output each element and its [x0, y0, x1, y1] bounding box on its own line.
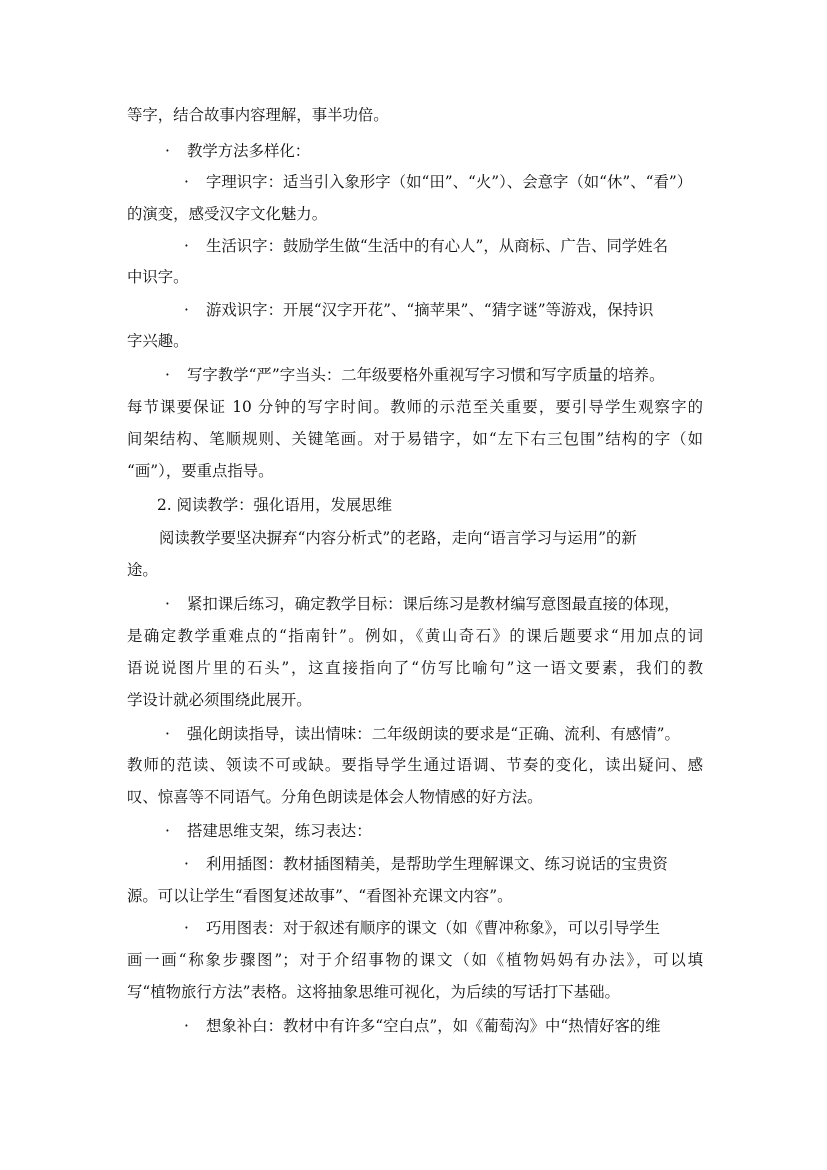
- text-line: 语说说图片里的石头”，这直接指向了“仿写比喻句”这一语文要素，我们的教: [127, 659, 703, 677]
- text-line: 中识字。: [127, 268, 189, 286]
- bullet-text: 教学方法多样化：: [187, 142, 311, 160]
- bullet-icon: ·: [184, 919, 189, 937]
- bullet-text: 游戏识字：开展“汉字开花”、“摘苹果”、“猜字谜”等游戏，保持识: [206, 301, 654, 319]
- bullet-item-imagination: [184, 1011, 661, 1041]
- text-line: 写“植物旅行方法”表格。这将抽象思维可视化，为后续的写话打下基础。: [127, 983, 620, 1001]
- bullet-text: 字理识字：适当引入象形字（如“田”、“火”）、会意字（如“休”、“看”）: [206, 173, 693, 191]
- paragraph-first-line: 阅读教学要坚决摒弃“内容分析式”的老路，走向“语言学习与运用”的新: [159, 529, 637, 547]
- bullet-item-life-literacy: [184, 231, 668, 261]
- bullet-icon: ·: [184, 237, 189, 255]
- text-line: 字兴趣。: [127, 332, 189, 350]
- bullet-icon: ·: [184, 173, 189, 191]
- text-line: 的演变，感受汉字文化魅力。: [127, 205, 328, 223]
- bullet-icon: ·: [184, 855, 189, 873]
- bullet-icon: ·: [184, 301, 189, 319]
- bullet-item-thinking-scaffold: [165, 816, 372, 846]
- text-line: 每节课要保证 10 分钟的写字时间。教师的示范至关重要，要引导学生观察字的: [127, 398, 703, 416]
- text-line: “画”），要重点指导。: [127, 462, 274, 480]
- bullet-icon: ·: [165, 595, 170, 613]
- bullet-text: 搭建思维支架，练习表达：: [187, 822, 372, 840]
- bullet-item-reading-aloud: [165, 719, 680, 749]
- bullet-item-character-logic: [184, 167, 692, 197]
- bullet-text: 写字教学“严”字当头：二年级要格外重视写字习惯和写字质量的培养。: [187, 366, 665, 384]
- text-line: 教师的范读、领读不可或缺。要指导学生通过语调、节奏的变化，读出疑问、感: [127, 756, 703, 774]
- bullet-icon: ·: [184, 1017, 189, 1035]
- section-heading: 2. 阅读教学：强化语用，发展思维: [157, 496, 393, 514]
- bullet-item-game-literacy: [184, 295, 653, 325]
- bullet-text: 强化朗读指导，读出情味：二年级朗读的要求是“正确、流利、有感情”。: [187, 725, 680, 743]
- bullet-icon: ·: [165, 822, 170, 840]
- text-line: 间架结构、笔顺规则、关键笔画。对于易错字，如“左下右三包围”结构的字（如: [127, 430, 703, 448]
- bullet-icon: ·: [165, 725, 170, 743]
- text-line: 画一画“称象步骤图”；对于介绍事物的课文（如《植物妈妈有办法》，可以填: [127, 951, 703, 969]
- bullet-item-writing-teaching: [165, 360, 664, 390]
- bullet-text: 巧用图表：对于叙述有顺序的课文（如《曹冲称象》，可以引导学生: [206, 919, 661, 937]
- bullet-text: 生活识字：鼓励学生做“生活中的有心人”，从商标、广告、同学姓名: [206, 237, 669, 255]
- text-line: 等字，结合故事内容理解，事半功倍。: [127, 106, 389, 124]
- bullet-item-exercises: [165, 589, 680, 619]
- text-line: 是确定教学重难点的“指南针”。例如，《黄山奇石》的课后题要求“用加点的词: [127, 627, 703, 645]
- bullet-text: 紧扣课后练习，确定教学目标：课后练习是教材编写意图最直接的体现，: [187, 595, 680, 613]
- bullet-item-illustrations: [184, 849, 668, 879]
- text-line: 叹、惊喜等不同语气。分角色朗读是体会人物情感的好方法。: [127, 788, 543, 806]
- text-line: 源。可以让学生“看图复述故事”、“看图补充课文内容”。: [127, 887, 513, 905]
- bullet-icon: ·: [165, 366, 170, 384]
- bullet-item-charts: [184, 913, 660, 943]
- bullet-text: 想象补白：教材中有许多“空白点”，如《葡萄沟》中“热情好客的维: [206, 1017, 661, 1035]
- text-line: 学设计就必须围绕此展开。: [127, 691, 312, 709]
- text-line: 途。: [127, 561, 158, 579]
- bullet-icon: ·: [165, 142, 170, 160]
- bullet-item-teaching-methods: [165, 136, 310, 166]
- bullet-text: 利用插图：教材插图精美，是帮助学生理解课文、练习说话的宝贵资: [206, 855, 668, 873]
